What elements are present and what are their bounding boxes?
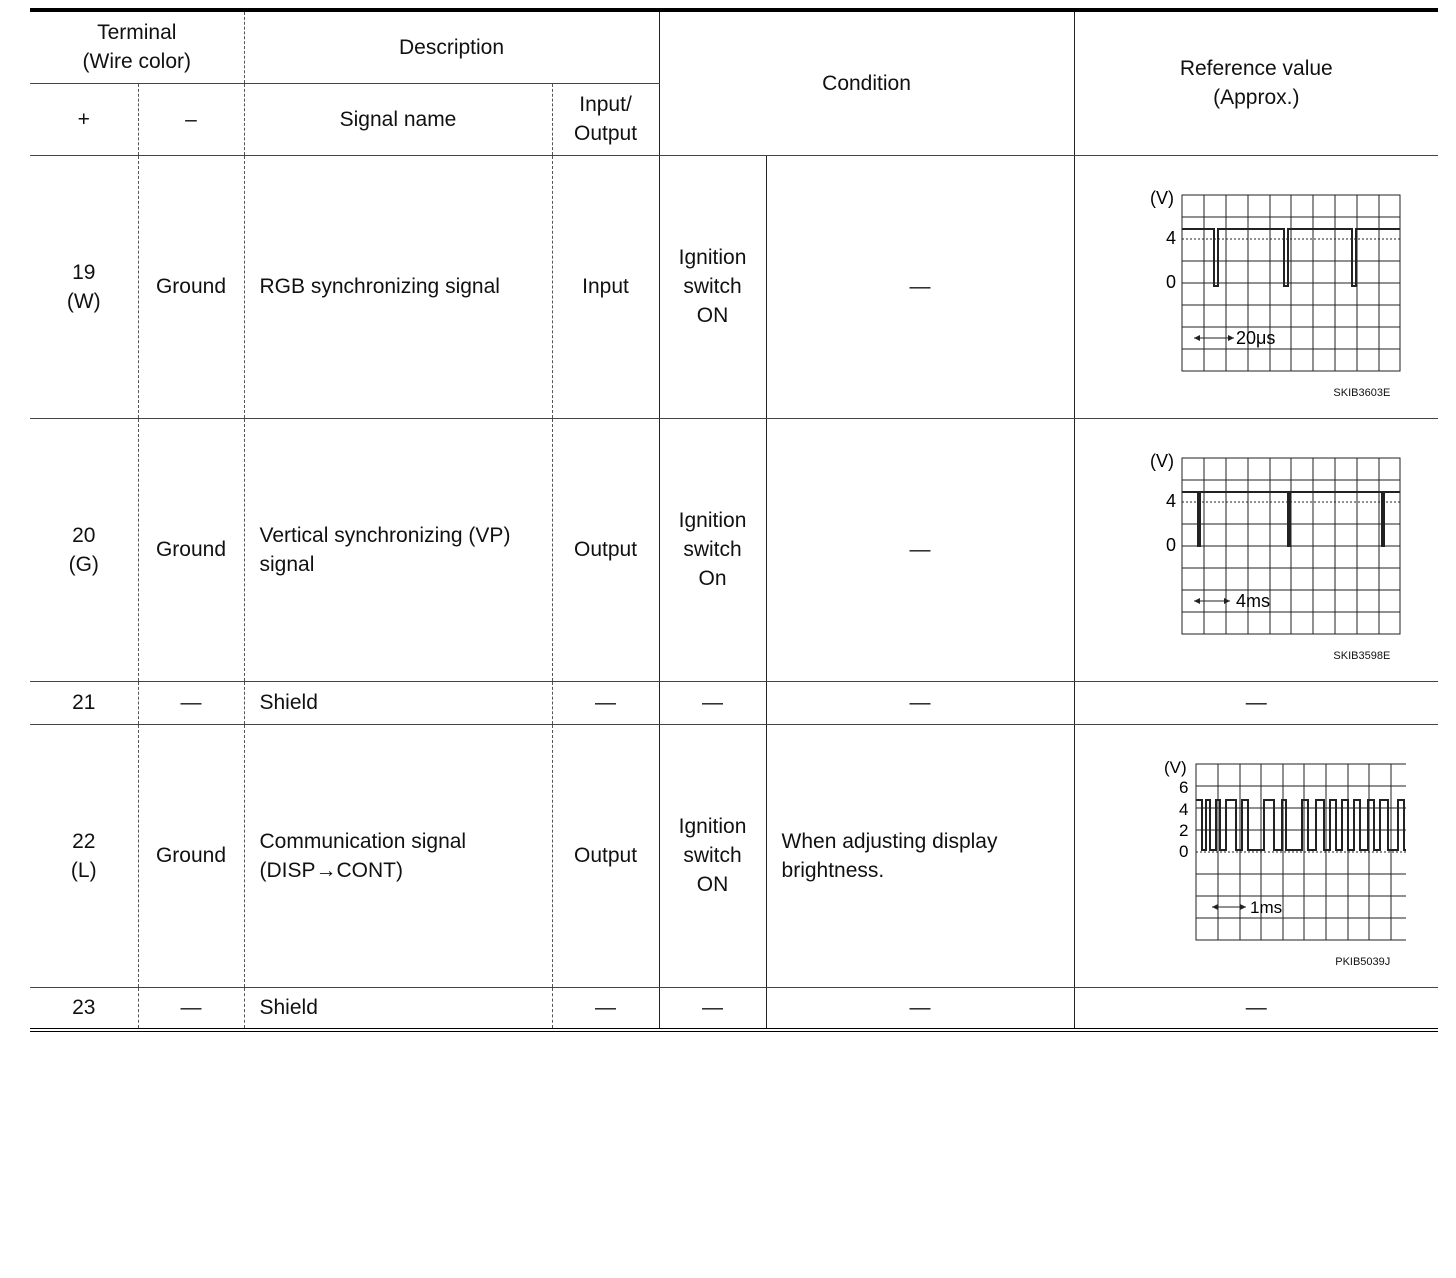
reference-value: — (1074, 987, 1438, 1030)
header-reference: Reference value (Approx.) (1074, 10, 1438, 155)
condition-main: Ignition switch On (659, 418, 766, 681)
io-value: Output (552, 724, 659, 987)
signal-name: Shield (244, 681, 552, 724)
header-plus: + (30, 83, 138, 155)
terminal-minus: Ground (138, 418, 244, 681)
table-row (30, 987, 1438, 1030)
reference-waveform (1074, 155, 1438, 418)
figure-code: SKIB3603E (1333, 386, 1391, 399)
condition-detail: When adjusting display brightness. (766, 724, 1074, 987)
table-row (30, 418, 1438, 681)
time-label: 20μs (1236, 327, 1276, 348)
tick-label: 2 (1179, 820, 1189, 840)
io-value: Output (552, 418, 659, 681)
header-minus: – (138, 83, 244, 155)
signal-name: RGB synchronizing signal (244, 155, 552, 418)
tick-label: 0 (1166, 534, 1177, 555)
io-value: Input (552, 155, 659, 418)
time-label: 4ms (1236, 590, 1271, 611)
condition-main: Ignition switch ON (659, 155, 766, 418)
header-signal-name: Signal name (244, 83, 552, 155)
tick-label: 4 (1179, 799, 1189, 819)
unit-label: (V) (1164, 757, 1187, 777)
unit-label: (V) (1150, 187, 1175, 208)
time-label: 1ms (1250, 897, 1283, 917)
signal-name: Shield (244, 987, 552, 1030)
terminal-plus: 20 (G) (30, 418, 138, 681)
condition-detail: — (766, 681, 1074, 724)
header-terminal: Terminal (Wire color) (30, 10, 244, 83)
reference-value: — (1074, 681, 1438, 724)
terminal-spec-table (30, 8, 1438, 1032)
terminal-minus: Ground (138, 724, 244, 987)
table-row (30, 155, 1438, 418)
condition-detail: — (766, 155, 1074, 418)
table-row (30, 724, 1438, 987)
unit-label: (V) (1150, 450, 1175, 471)
terminal-plus: 22 (L) (30, 724, 138, 987)
table-row (30, 681, 1438, 724)
signal-name: Communication signal (DISP→CONT) (244, 724, 552, 987)
terminal-minus: — (138, 681, 244, 724)
signal-name: Vertical synchronizing (VP) signal (244, 418, 552, 681)
header-io: Input/ Output (552, 83, 659, 155)
oscilloscope-diagram (1106, 742, 1406, 970)
terminal-plus: 23 (30, 987, 138, 1030)
tick-label: 0 (1179, 841, 1189, 861)
io-value: — (552, 987, 659, 1030)
terminal-plus: 21 (30, 681, 138, 724)
figure-code: PKIB5039J (1335, 955, 1391, 968)
io-value: — (552, 681, 659, 724)
terminal-plus: 19 (W) (30, 155, 138, 418)
header-condition: Condition (659, 10, 1074, 155)
condition-main: — (659, 681, 766, 724)
tick-label: 4 (1166, 227, 1177, 248)
tick-label: 0 (1166, 271, 1177, 292)
oscilloscope-diagram (1106, 436, 1406, 664)
header-description: Description (244, 10, 659, 83)
condition-main: — (659, 987, 766, 1030)
oscilloscope-diagram (1106, 173, 1406, 401)
condition-detail: — (766, 987, 1074, 1030)
condition-main: Ignition switch ON (659, 724, 766, 987)
terminal-minus: — (138, 987, 244, 1030)
tick-label: 4 (1166, 490, 1177, 511)
reference-waveform (1074, 418, 1438, 681)
tick-label: 6 (1179, 777, 1189, 797)
terminal-minus: Ground (138, 155, 244, 418)
condition-detail: — (766, 418, 1074, 681)
reference-waveform (1074, 724, 1438, 987)
figure-code: SKIB3598E (1333, 649, 1391, 662)
